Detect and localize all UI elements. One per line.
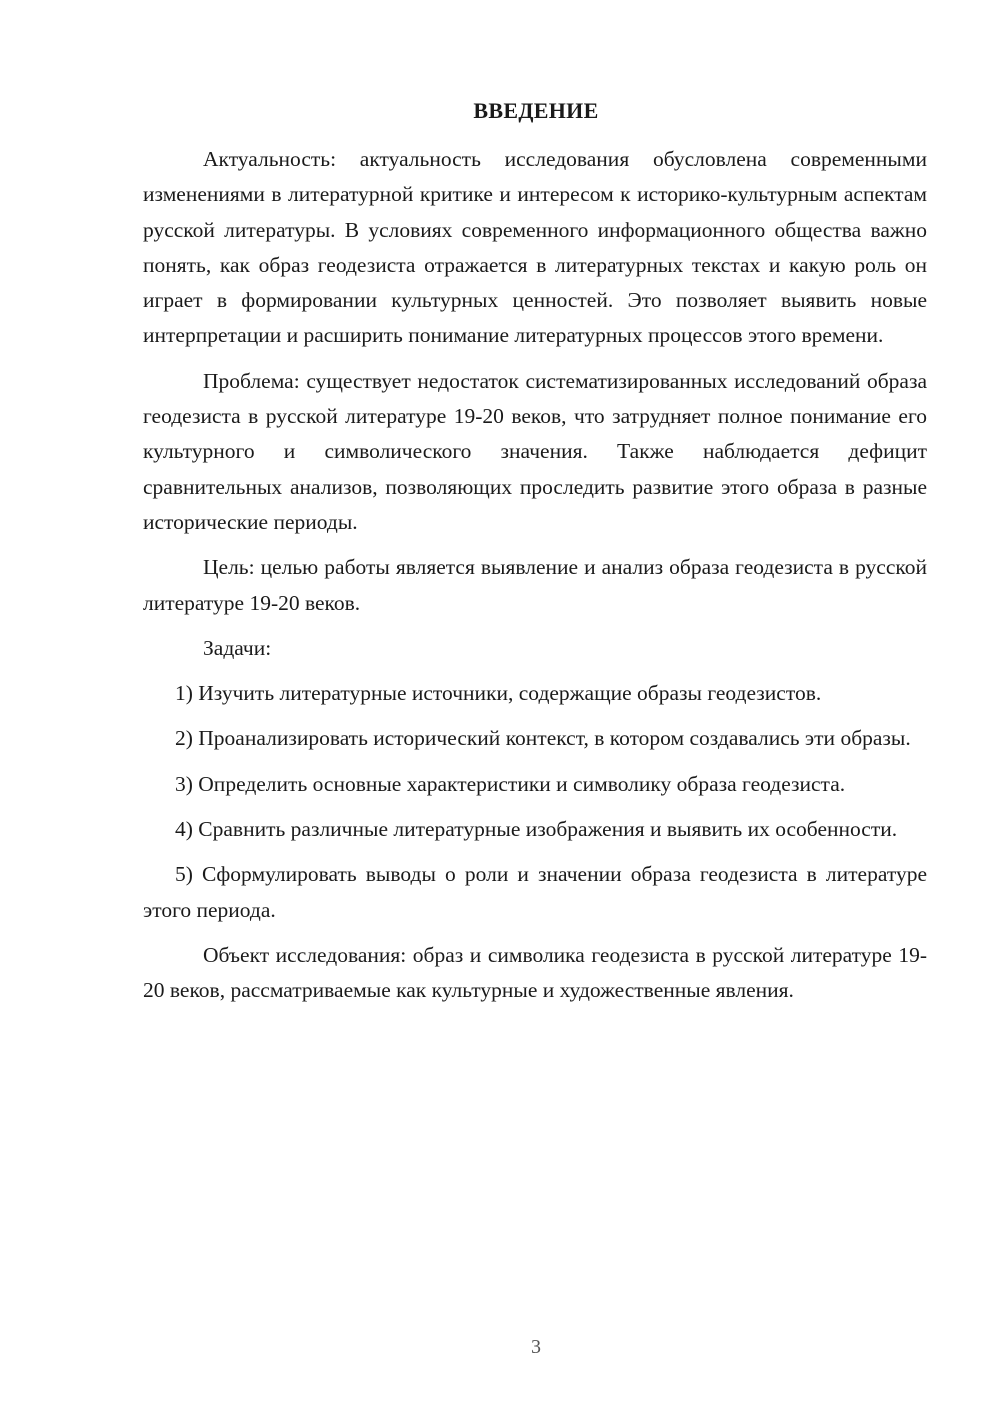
problem-paragraph: Проблема: существует недостаток систематизированных исследований образа геодезиста в русской литературе 19-20 веков, что затрудняет полное понимание его культурного и символического значения. Также наблюдается дефицит сравнительных анализов, позволяющих проследить развитие этого образа в разные исторические периоды.: [143, 368, 927, 534]
task-item-4: 4) Сравнить различные литературные изображения и выявить их особенности.: [175, 817, 898, 842]
tasks-heading: Задачи:: [203, 635, 272, 660]
relevance-paragraph: Актуальность: актуальность исследования обусловлена современными изменениями в литературной критике и интересом к историко-культурным аспектам русской литературы. В условиях современного информационного общества важно понять, как образ геодезиста отражается в литературных текстах и какую роль он играет в формировании культурных ценностей. Это позволяет выявить новые интерпретации и расширить понимание литературных процессов этого времени.: [143, 147, 927, 348]
task-item-5: 5) Сформулировать выводы о роли и значении образа геодезиста в литературе этого периода.: [143, 862, 927, 922]
task-item-1: 1) Изучить литературные источники, содержащие образы геодезистов.: [175, 681, 822, 706]
page-number: 3: [531, 1336, 541, 1358]
task-item-3: 3) Определить основные характеристики и символику образа геодезиста.: [175, 771, 846, 796]
goal-paragraph: Цель: целью работы является выявление и анализ образа геодезиста в русской литературе 19-20 веков.: [143, 555, 927, 615]
page-title: ВВЕДЕНИЕ: [473, 98, 599, 123]
task-item-2: 2) Проанализировать исторический контекст, в котором создавались эти образы.: [175, 726, 911, 751]
research-object-paragraph: Объект исследования: образ и символика геодезиста в русской литературе 19-20 веков, рассматриваемые как культурные и художественные явления.: [143, 942, 927, 1003]
document-body: [143, 142, 927, 1009]
